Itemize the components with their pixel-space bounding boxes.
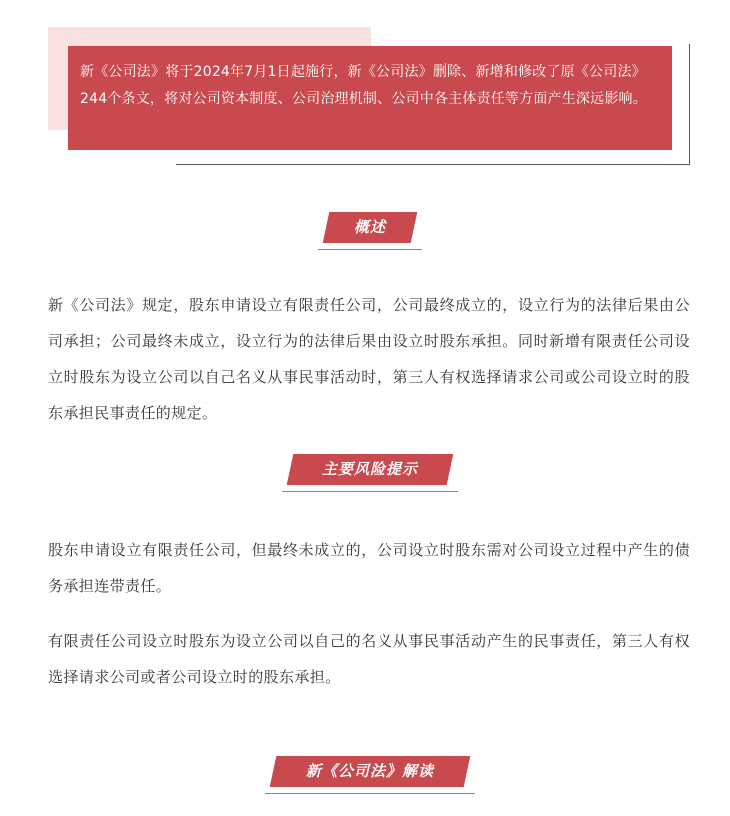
risks-paragraph-2: 有限责任公司设立时股东为设立公司以自己的名义从事民事活动产生的民事责任，第三人有权选择请求公司或者公司设立时的股东承担。 xyxy=(48,632,690,686)
heading-label: 主要风险提示 xyxy=(321,460,418,478)
overview-paragraph: 新《公司法》规定，股东申请设立有限责任公司，公司最终成立的，设立行为的法律后果由公司承担；公司最终未成立，设立行为的法律后果由设立时股东承担。同时新增有限责任公司设立时股东为设立公司以自己名义从事民事活动时，第三人有权选择请求公司或公司设立时的股东承担民事责任的规定。 xyxy=(48,296,690,422)
section-heading-risks xyxy=(282,454,458,492)
intro-card xyxy=(68,46,672,150)
heading-label: 新《公司法》解读 xyxy=(305,762,434,780)
section-heading-interpretation xyxy=(265,756,475,794)
heading-label: 概述 xyxy=(353,218,386,236)
heading-underline xyxy=(318,249,422,250)
heading-underline xyxy=(265,793,475,794)
section-heading-overview xyxy=(318,212,422,250)
intro-frame-line-horizontal xyxy=(176,164,690,165)
risks-paragraph-1: 股东申请设立有限责任公司，但最终未成立的，公司设立时股东需对公司设立过程中产生的债务承担连带责任。 xyxy=(48,541,690,595)
intro-text: 新《公司法》将于2024年7月1日起施行，新《公司法》删除、新增和修改了原《公司法》244个条文，将对公司资本制度、公司治理机制、公司中各主体责任等方面产生深远影响。 xyxy=(80,64,647,107)
heading-underline xyxy=(282,491,458,492)
intro-frame-line-vertical xyxy=(689,44,690,164)
